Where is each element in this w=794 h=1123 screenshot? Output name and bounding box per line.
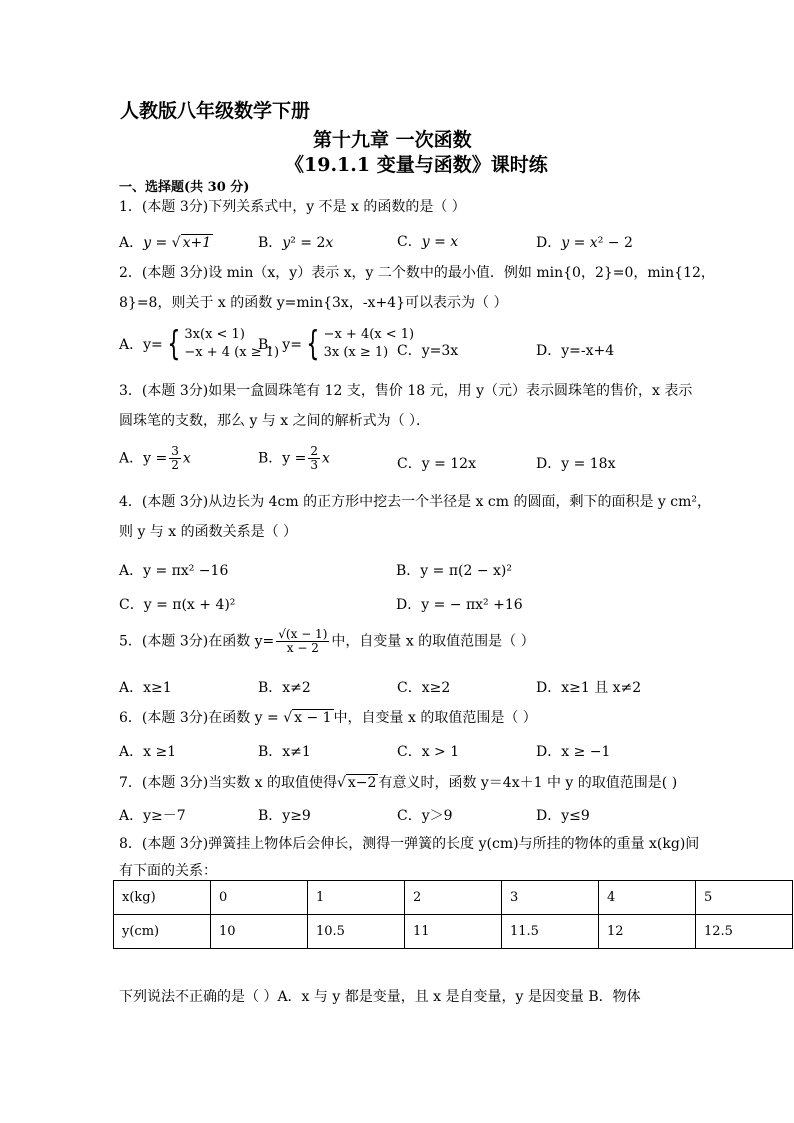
q3-line1: 3．(本题 3分)如果一盒圆珠笔有 12 支，售价 18 元，用 y（元）表示圆珠笔的售价，x 表示 — [119, 383, 693, 399]
q7-option-c: C．y＞9 — [397, 808, 453, 824]
q2-option-b: B．y= { −x + 4(x < 1) 3x (x ≥ 1) — [258, 323, 415, 364]
q7-stem: 7．(本题 3分)当实数 x 的取值使得√ x−2 有意义时，函数 y＝4x＋1 中 y 的取值范围是( ) — [119, 775, 678, 791]
table-cell: 4 — [599, 881, 696, 915]
q6-option-a: A．x ≥1 — [119, 744, 177, 760]
q1-option-d: D．y = x² − 2 — [536, 235, 633, 251]
table-cell: 11 — [405, 915, 502, 949]
q8-line2: 有下面的关系： — [119, 863, 217, 879]
q4-line1: 4．(本题 3分)从边长为 4cm 的正方形中挖去一个半径是 x cm 的圆面，剩下的面积是 y cm²， — [119, 494, 712, 510]
table-cell: 10.5 — [308, 915, 405, 949]
q5-option-d: D．x≥1 且 x≠2 — [536, 680, 642, 696]
data-table — [113, 880, 793, 949]
q5-option-c: C．x≥2 — [397, 680, 451, 696]
q6-option-d: D．x ≥ −1 — [536, 744, 611, 760]
table-cell: 11.5 — [502, 915, 599, 949]
chapter-title: 第十九章 一次函数 — [313, 129, 472, 151]
q4-option-a: A．y = πx² −16 — [119, 563, 229, 579]
q7-option-b: B．y≥9 — [258, 808, 311, 824]
q4-option-b: B．y = π(2 − x)² — [396, 563, 512, 579]
q2-option-a: A．y= { 3x(x < 1) −x + 4 (x ≥ 1) — [119, 323, 280, 364]
table-cell: 12.5 — [696, 915, 793, 949]
q3-option-a: A．y = $\frac{3}{2}$ x — [119, 444, 191, 473]
q3-line2: 圆珠笔的支数，那么 y 与 x 之间的解析式为（ ）． — [119, 413, 431, 429]
q1-option-b: B．y² = 2x — [258, 235, 334, 251]
table-row — [114, 881, 793, 915]
q6-option-c: C．x > 1 — [397, 744, 460, 760]
q4-option-c: C．y = π(x + 4)² — [119, 597, 236, 613]
book-title: 人教版八年级数学下册 — [120, 100, 311, 122]
lesson-title: 《19.1.1 变量与函数》课时练 — [285, 154, 548, 176]
q7-option-a: A．y≥－7 — [119, 808, 186, 824]
table-row — [114, 915, 793, 949]
q5-stem: 5．(本题 3分)在函数 y= $\frac{√(x - 1)}{x - 2}$ 中，自变量 x 的取值范围是（ ） — [119, 627, 535, 656]
q5-option-b: B．x≠2 — [258, 680, 311, 696]
table-cell: x(kg) — [114, 881, 211, 915]
table-cell: 0 — [211, 881, 308, 915]
q2-option-d: D．y=-x+4 — [536, 343, 615, 359]
q2-option-c: C．y=3x — [397, 343, 459, 359]
q3-option-b: B．y = $\frac{2}{3}$ x — [258, 444, 330, 473]
q4-line2: 则 y 与 x 的函数关系是（ ） — [119, 524, 298, 540]
table-cell: 12 — [599, 915, 696, 949]
q2-line1: 2．(本题 3分)设 min（x，y）表示 x，y 二个数中的最小值．例如 min{0，2}=0，min{12， — [119, 265, 715, 281]
q5-option-a: A．x≥1 — [119, 680, 172, 696]
table-cell: 3 — [502, 881, 599, 915]
q6-option-b: B．x≠1 — [258, 744, 311, 760]
q6-stem: 6．(本题 3分)在函数 y = √ x − 1 中，自变量 x 的取值范围是（ ） — [119, 710, 537, 726]
table-cell: 1 — [308, 881, 405, 915]
q1-option-a: A．y = √ x+1 — [119, 235, 212, 251]
q8-line1: 8．(本题 3分)弹簧挂上物体后会伸长，测得一弹簧的长度 y(cm)与所挂的物体的重量 x(kg)间 — [119, 836, 700, 852]
table-cell: 10 — [211, 915, 308, 949]
table-cell: 2 — [405, 881, 502, 915]
table-cell: y(cm) — [114, 915, 211, 949]
q3-option-c: C．y = 12x — [397, 456, 476, 472]
section-title: 一、选择题(共 30 分) — [119, 180, 250, 195]
q2-line2: 8}=8，则关于 x 的函数 y=min{3x，-x+4}可以表示为（ ） — [119, 295, 508, 311]
q1-option-c: C．y = x — [397, 234, 459, 250]
q8-after-text: 下列说法不正确的是（ ）A．x 与 y 都是变量，且 x 是自变量，y 是因变量 B．物体 — [119, 989, 641, 1005]
q1-stem: 1．(本题 3分)下列关系式中，y 不是 x 的函数的是（ ） — [119, 199, 466, 215]
q7-option-d: D．y≤9 — [536, 808, 590, 824]
table-cell: 5 — [696, 881, 793, 915]
q4-option-d: D．y = − πx² +16 — [396, 597, 523, 613]
q3-option-d: D．y = 18x — [536, 456, 616, 472]
